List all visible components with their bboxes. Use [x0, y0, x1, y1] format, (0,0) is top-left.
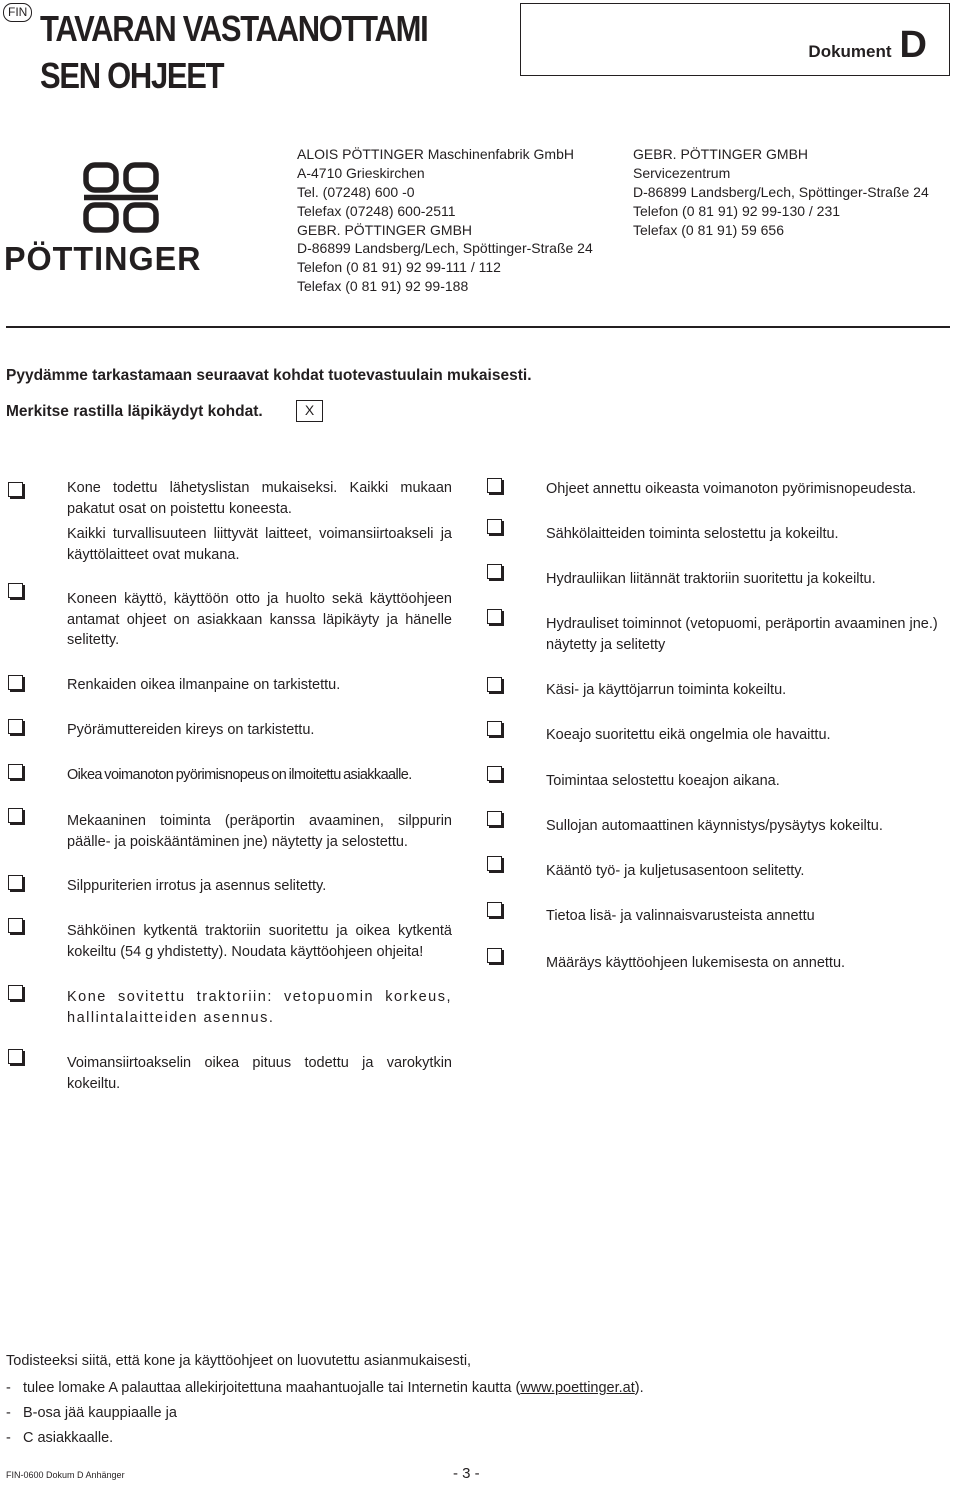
address-block-right	[633, 145, 929, 239]
checklist-item-left-7: Silppuriterien irrotus ja asennus selitetty.	[67, 878, 327, 894]
address-line: Telefon (0 81 91) 92 99-130 / 231	[633, 202, 841, 219]
checkbox-left-5[interactable]	[8, 764, 23, 779]
checkbox-right-9[interactable]	[487, 856, 502, 871]
address-line: Telefax (0 81 91) 92 99-188	[297, 278, 469, 295]
brand-name: PÖTTINGER	[4, 240, 202, 277]
checkbox-left-4[interactable]	[8, 719, 23, 734]
address-line: Servicezentrum	[633, 164, 731, 181]
footer-bullet-a	[6, 1380, 644, 1396]
checkbox-left-6[interactable]	[8, 808, 23, 823]
checkbox-left-7[interactable]	[8, 875, 23, 890]
checkbox-right-5[interactable]	[487, 677, 502, 692]
language-badge: FIN	[3, 3, 32, 22]
checkbox-right-2[interactable]	[487, 519, 502, 534]
checkbox-left-9[interactable]	[8, 985, 23, 1000]
checkbox-left-1[interactable]	[8, 482, 23, 497]
document-title-line-2: SEN OHJEET	[40, 55, 224, 96]
address-line: GEBR. PÖTTINGER GMBH	[297, 221, 473, 238]
bullet-dash: -	[6, 1430, 11, 1446]
checklist-item-right-9: Kääntö työ- ja kuljetusasentoon selitetty.	[546, 863, 805, 879]
checkbox-right-11[interactable]	[487, 948, 502, 963]
address-line: Telefon (0 81 91) 92 99-111 / 112	[297, 259, 501, 276]
checklist-item-right-5: Käsi- ja käyttöjarrun toiminta kokeiltu.	[546, 682, 787, 698]
checklist-item-right-1: Ohjeet annettu oikeasta voimanoton pyörimisnopeudesta.	[546, 481, 916, 497]
checklist-item-left-6: Mekaaninen toiminta (peräportin avaaminen, silppurin päälle- ja poiskääntäminen jne) näytetty ja selostettu.	[67, 813, 452, 850]
checklist-item-right-4: Hydrauliset toiminnot (vetopuomi, peräportin avaaminen jne.) näytetty ja selitetty	[546, 616, 938, 653]
page-number: - 3 -	[453, 1465, 480, 1482]
document-letter: D	[899, 24, 927, 66]
checklist-item-left-8: Sähköinen kytkentä traktoriin suoritettu ja oikea kytkentä kokeiltu (54 g yhdistetty). Noudata käyttöohjeen ohjeita!	[67, 923, 452, 960]
checkbox-right-4[interactable]	[487, 609, 502, 624]
bullet-c-text: C asiakkaalle.	[22, 1430, 114, 1446]
address-line: Telefax (07248) 600-2511	[297, 202, 456, 219]
checklist-item-left-2: Koneen käyttö, käyttöön otto ja huolto sekä käyttöohjeen antamat ohjeet on asiakkaan kanssa läpikäyty ja hänelle selitetty.	[67, 591, 452, 648]
checklist-item-right-10: Tietoa lisä- ja valinnaisvarusteista annettu	[546, 908, 815, 924]
checklist-item-left-10: Voimansiirtoakselin oikea pituus todettu ja varokytkin kokeiltu.	[67, 1055, 452, 1092]
footer-bullet-c	[6, 1430, 113, 1446]
document-code: FIN-0600 Dokum D Anhänger	[6, 1470, 125, 1480]
website-link[interactable]: www.poettinger.at	[520, 1380, 635, 1396]
checklist-item-right-2: Sähkölaitteiden toiminta selostettu ja kokeiltu.	[546, 526, 839, 542]
address-line: A-4710 Grieskirchen	[297, 164, 425, 181]
checkbox-right-1[interactable]	[487, 478, 502, 493]
checkbox-left-8[interactable]	[8, 918, 23, 933]
checkbox-left-10[interactable]	[8, 1049, 23, 1064]
checkbox-left-2[interactable]	[8, 583, 23, 598]
checklist-item-right-6: Koeajo suoritettu eikä ongelmia ole havaittu.	[546, 727, 831, 743]
bullet-dash: -	[6, 1380, 11, 1396]
document-id-label	[808, 24, 927, 67]
checkbox-left-3[interactable]	[8, 675, 23, 690]
address-line: Tel. (07248) 600 -0	[297, 183, 415, 200]
checkbox-right-8[interactable]	[487, 811, 502, 826]
checklist-item-right-3: Hydrauliikan liitännät traktoriin suoritettu ja kokeiltu.	[546, 571, 876, 587]
bullet-dash: -	[6, 1405, 11, 1421]
address-line: D-86899 Landsberg/Lech, Spöttinger-Straße 24	[297, 240, 593, 257]
address-line: ALOIS PÖTTINGER Maschinenfabrik GmbH	[297, 146, 574, 162]
checklist-item-left-3: Renkaiden oikea ilmanpaine on tarkistettu.	[67, 677, 341, 693]
intro-instruction: Pyydämme tarkastamaan seuraavat kohdat tuotevastuulain mukaisesti.	[6, 367, 532, 384]
document-title-line-1: TAVARAN VASTAANOTTAMI	[40, 8, 428, 49]
checkbox-right-6[interactable]	[487, 721, 502, 736]
checklist-item-left-1b: Kaikki turvallisuuteen liittyvät laitteet, voimansiirtoakseli ja käyttölaitteet ovat mukana.	[67, 526, 452, 563]
footer-bullet-b	[6, 1405, 177, 1421]
address-line: Telefax (0 81 91) 59 656	[633, 221, 784, 238]
bullet-a-end: ).	[634, 1380, 644, 1396]
checklist-item-left-9: Kone sovitettu traktoriin: vetopuomin korkeus, hallintalaitteiden asennus.	[67, 989, 452, 1026]
bullet-b-text: B-osa jää kauppiaalle ja	[22, 1405, 177, 1421]
header-divider	[6, 326, 950, 328]
checklist-item-right-7: Toimintaa selostettu koeajon aikana.	[546, 773, 780, 789]
checkbox-right-3[interactable]	[487, 564, 502, 579]
document-id-box	[520, 3, 950, 76]
handover-statement: Todisteeksi siitä, että kone ja käyttöohjeet on luovutettu asianmukaisesti,	[6, 1353, 472, 1369]
address-line: D-86899 Landsberg/Lech, Spöttinger-Straße 24	[633, 183, 929, 200]
document-word: Dokument	[808, 42, 892, 61]
example-mark-box: X	[296, 400, 323, 422]
bullet-a-text: tulee lomake A palauttaa allekirjoitettuna maahantuojalle tai Internetin kautta (	[22, 1380, 521, 1396]
checklist-item-left-5: Oikea voimanoton pyörimisnopeus on ilmoitettu asiakkaalle.	[67, 767, 412, 783]
address-line: GEBR. PÖTTINGER GMBH	[633, 146, 809, 162]
checklist-item-left-4: Pyörämuttereiden kireys on tarkistettu.	[67, 722, 315, 738]
checklist-item-left-1: Kone todettu lähetyslistan mukaiseksi. Kaikki mukaan pakatut osat on poistettu koneesta.	[67, 480, 452, 517]
checkbox-right-7[interactable]	[487, 766, 502, 781]
checklist-item-right-8: Sullojan automaattinen käynnistys/pysäytys kokeiltu.	[546, 818, 883, 834]
checklist-item-right-11: Määräys käyttöohjeen lukemisesta on annettu.	[546, 955, 846, 971]
checkbox-right-10[interactable]	[487, 902, 502, 917]
address-block-left	[297, 145, 593, 296]
intro-mark-instruction: Merkitse rastilla läpikäydyt kohdat.	[6, 403, 263, 420]
